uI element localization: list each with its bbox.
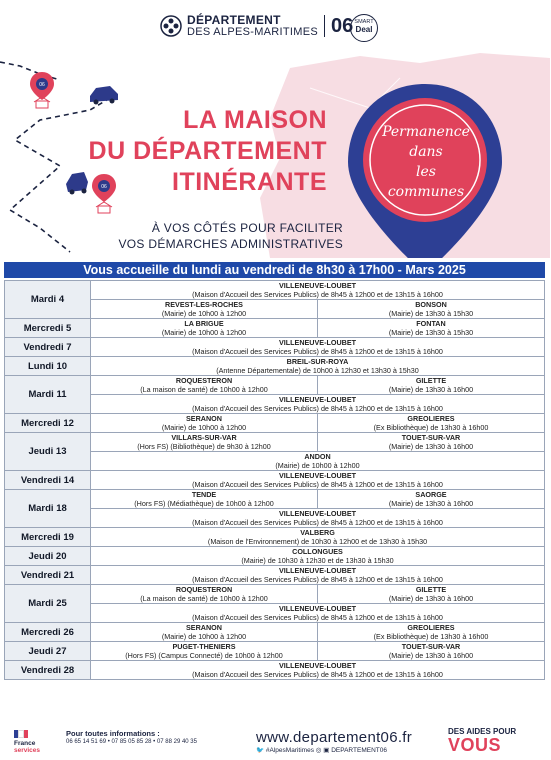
schedule-row (5, 338, 545, 357)
venue-name: VILLARS-SUR-VAR (171, 433, 237, 442)
venue-cell (91, 509, 545, 528)
schedule-day: Mardi 11 (5, 376, 91, 414)
venue-name: GREOLIERES (407, 414, 455, 423)
venue-detail: (Maison d'Accueil des Services Publics) de 8h45 à 12h00 et de 13h15 à 16h00 (192, 404, 443, 413)
permanence-text: Permanence dans les communes (382, 124, 470, 200)
logo-number: 06 (331, 14, 354, 37)
venue-name: VILLENEUVE-LOUBET (278, 661, 357, 670)
title-line1: LA MAISON (183, 106, 327, 134)
instagram-icon[interactable]: ◎ (315, 747, 322, 754)
venue-detail: (La maison de santé) de 10h00 à 12h00 (140, 385, 268, 394)
contact-title: Pour toutes informations : (66, 729, 160, 738)
venue-name: FONTAN (416, 319, 446, 328)
svg-text:06: 06 (39, 82, 45, 88)
schedule-day: Mardi 4 (5, 281, 91, 319)
map-pin-icon (30, 72, 54, 100)
venue-name: VILLENEUVE-LOUBET (278, 604, 357, 613)
facebook-icon[interactable]: ▣ (323, 747, 330, 754)
schedule-day: Vendredi 14 (5, 471, 91, 490)
venue-cell (91, 338, 545, 357)
venue-detail: (Mairie) de 13h30 à 16h00 (388, 385, 474, 394)
schedule-row (5, 547, 545, 566)
venue-cell (91, 281, 545, 300)
venue-name: TOUET-SUR-VAR (401, 642, 461, 651)
building-icon-2 (96, 202, 112, 213)
schedule-banner: Vous accueille du lundi au vendredi de 8h30 à 17h00 - Mars 2025 (4, 262, 545, 278)
poster-footer (0, 724, 551, 760)
venue-detail: (Mairie) de 10h00 à 12h00 (161, 309, 247, 318)
venue-name: REVEST-LES-ROCHES (165, 300, 243, 309)
venue-cell (318, 319, 545, 338)
venue-cell (91, 528, 545, 547)
venue-name: ANDON (304, 452, 331, 461)
venue-detail: (Ex Bibliothèque) de 13h30 à 16h00 (373, 632, 489, 641)
schedule-row (5, 528, 545, 547)
venue-detail: (Hors FS) (Campus Connecté) de 10h00 à 12h00 (125, 651, 283, 660)
venue-cell (318, 414, 545, 433)
venue-detail: (Hors FS) (Bibliothèque) de 9h30 à 12h00 (137, 442, 271, 451)
venue-name: COLLONGUES (292, 547, 343, 556)
venue-cell (318, 490, 545, 509)
web-info (256, 729, 426, 756)
title-line2: DU DÉPARTEMENT (88, 137, 327, 165)
schedule-row (5, 566, 545, 585)
schedule-table (4, 280, 545, 680)
venue-cell (91, 376, 318, 395)
venue-name: SERANON (186, 414, 222, 423)
venue-cell (318, 300, 545, 319)
venue-detail: (Maison de l'Environnement) de 10h30 à 12h00 et de 13h30 à 15h30 (207, 537, 428, 546)
venue-cell (91, 300, 318, 319)
schedule-row (5, 433, 545, 452)
venue-cell (91, 585, 318, 604)
svg-text:06: 06 (101, 184, 107, 190)
venue-name: VALBERG (300, 528, 335, 537)
venue-detail: (Hors FS) (Médiathèque) de 10h00 à 12h00 (134, 499, 274, 508)
schedule-row (5, 623, 545, 642)
venue-cell (91, 452, 545, 471)
poster-header (0, 0, 551, 258)
venue-name: TENDE (191, 490, 217, 499)
venue-detail: (Antenne Départementale) de 10h00 à 12h30 et 13h30 à 15h30 (216, 366, 419, 375)
venue-name: GILETTE (415, 376, 447, 385)
venue-detail: (Mairie) de 13h30 à 16h00 (388, 499, 474, 508)
car-icon-2 (66, 172, 88, 195)
venue-detail: (Mairie) de 13h30 à 15h30 (388, 309, 474, 318)
venue-detail: (Maison d'Accueil des Services Publics) de 8h45 à 12h00 et de 13h15 à 16h00 (192, 575, 443, 584)
venue-name: BREIL-SUR-ROYA (286, 357, 349, 366)
venue-name: TOUET-SUR-VAR (401, 433, 461, 442)
contact-phones: 06 65 14 51 69 • 07 85 05 85 28 • 07 88 29 40 35 (66, 739, 197, 745)
venue-cell (318, 642, 545, 661)
venue-cell (318, 623, 545, 642)
aides-logo: DES AIDES POUR VOUS (448, 727, 517, 755)
page-title (89, 105, 327, 198)
schedule-row (5, 471, 545, 490)
schedule-day: Vendredi 21 (5, 566, 91, 585)
france-services-logo: France services (14, 730, 46, 754)
venue-detail: (Maison d'Accueil des Services Publics) de 8h45 à 12h00 et de 13h15 à 16h00 (192, 480, 443, 489)
venue-name: ROQUESTERON (175, 376, 233, 385)
schedule-day: Lundi 10 (5, 357, 91, 376)
venue-cell (91, 566, 545, 585)
france-flag-icon (14, 730, 28, 738)
smart-deal-line2: Deal (355, 25, 373, 34)
website-link[interactable]: www.departement06.fr (256, 729, 413, 746)
venue-name: BONSON (415, 300, 447, 309)
venue-cell (318, 376, 545, 395)
venue-detail: (Mairie) de 10h00 à 12h00 (161, 423, 247, 432)
venue-name: VILLENEUVE-LOUBET (278, 509, 357, 518)
venue-detail: (Maison d'Accueil des Services Publics) de 8h45 à 12h00 et de 13h15 à 16h00 (192, 613, 443, 622)
venue-name: GILETTE (415, 585, 447, 594)
schedule-day: Vendredi 28 (5, 661, 91, 680)
hashtag: #AlpesMaritimes (265, 747, 314, 754)
venue-cell (91, 642, 318, 661)
venue-cell (91, 490, 318, 509)
venue-cell (91, 547, 545, 566)
page-subtitle: À VOS CÔTÉS POUR FACILITER VOS DÉMARCHES ADMINISTRATIVES (118, 221, 343, 251)
venue-cell (91, 414, 318, 433)
schedule-day: Mardi 18 (5, 490, 91, 528)
title-line3: ITINÉRANTE (172, 168, 327, 196)
schedule-day: Vendredi 7 (5, 338, 91, 357)
venue-name: LA BRIGUE (184, 319, 224, 328)
venue-detail: (Maison d'Accueil des Services Publics) de 8h45 à 12h00 et de 13h15 à 16h00 (192, 347, 443, 356)
schedule-row (5, 661, 545, 680)
schedule-row (5, 414, 545, 433)
venue-detail: (Ex Bibliothèque) de 13h30 à 16h00 (373, 423, 489, 432)
logo-line1: DÉPARTEMENT (187, 13, 281, 27)
venue-detail: (La maison de santé) de 10h00 à 12h00 (140, 594, 268, 603)
venue-cell (91, 433, 318, 452)
schedule-row (5, 490, 545, 509)
smart-deal-line1: SMART (354, 19, 374, 25)
social-links (256, 746, 426, 756)
venue-detail: (Mairie) de 13h30 à 16h00 (388, 651, 474, 660)
schedule-day: Jeudi 27 (5, 642, 91, 661)
venue-name: VILLENEUVE-LOUBET (278, 338, 357, 347)
venue-detail: (Maison d'Accueil des Services Publics) de 8h45 à 12h00 et de 13h15 à 16h00 (192, 290, 443, 299)
venue-name: PUGET-THENIERS (172, 642, 236, 651)
schedule-day: Mardi 25 (5, 585, 91, 623)
venue-cell (318, 433, 545, 452)
venue-name: VILLENEUVE-LOUBET (278, 566, 357, 575)
schedule-row (5, 642, 545, 661)
venue-name: VILLENEUVE-LOUBET (278, 395, 357, 404)
schedule-row (5, 281, 545, 300)
schedule-day: Mercredi 5 (5, 319, 91, 338)
venue-cell (91, 395, 545, 414)
venue-cell (318, 585, 545, 604)
venue-detail: (Mairie) de 10h00 à 12h00 (161, 632, 247, 641)
venue-name: VILLENEUVE-LOUBET (278, 471, 357, 480)
venue-detail: (Maison d'Accueil des Services Publics) de 8h45 à 12h00 et de 13h15 à 16h00 (192, 518, 443, 527)
schedule-day: Mercredi 12 (5, 414, 91, 433)
venue-detail: (Mairie) de 13h30 à 16h00 (388, 442, 474, 451)
venue-name: SAORGE (415, 490, 447, 499)
car-icon (90, 86, 118, 105)
venue-detail: (Mairie) de 10h00 à 12h00 (275, 461, 360, 470)
venue-name: ROQUESTERON (175, 585, 233, 594)
venue-cell (91, 604, 545, 623)
venue-detail: (Maison d'Accueil des Services Publics) de 8h45 à 12h00 et de 13h15 à 16h00 (192, 670, 443, 679)
schedule-day: Jeudi 13 (5, 433, 91, 471)
venue-cell (91, 661, 545, 680)
schedule-day: Mercredi 26 (5, 623, 91, 642)
twitter-icon[interactable]: 🐦 (256, 747, 265, 754)
social-handle: DEPARTEMENT06 (331, 747, 387, 754)
venue-name: VILLENEUVE-LOUBET (278, 281, 357, 290)
venue-cell (91, 357, 545, 376)
schedule-row (5, 319, 545, 338)
logo-line2: DES ALPES-MARITIMES (187, 26, 319, 38)
venue-detail: (Mairie) de 10h00 à 12h00 (161, 328, 247, 337)
venue-detail: (Mairie) de 10h30 à 12h30 et de 13h30 à 15h30 (241, 556, 394, 565)
venue-detail: (Mairie) de 13h30 à 16h00 (388, 594, 474, 603)
venue-name: SERANON (186, 623, 222, 632)
schedule-row (5, 376, 545, 395)
venue-cell (91, 623, 318, 642)
schedule-row (5, 585, 545, 604)
schedule-row (5, 357, 545, 376)
schedule-day: Jeudi 20 (5, 547, 91, 566)
schedule-day: Mercredi 19 (5, 528, 91, 547)
venue-cell (91, 471, 545, 490)
venue-cell (91, 319, 318, 338)
contact-info (66, 730, 246, 746)
venue-name: GREOLIERES (407, 623, 455, 632)
venue-detail: (Mairie) de 13h30 à 15h30 (388, 328, 474, 337)
